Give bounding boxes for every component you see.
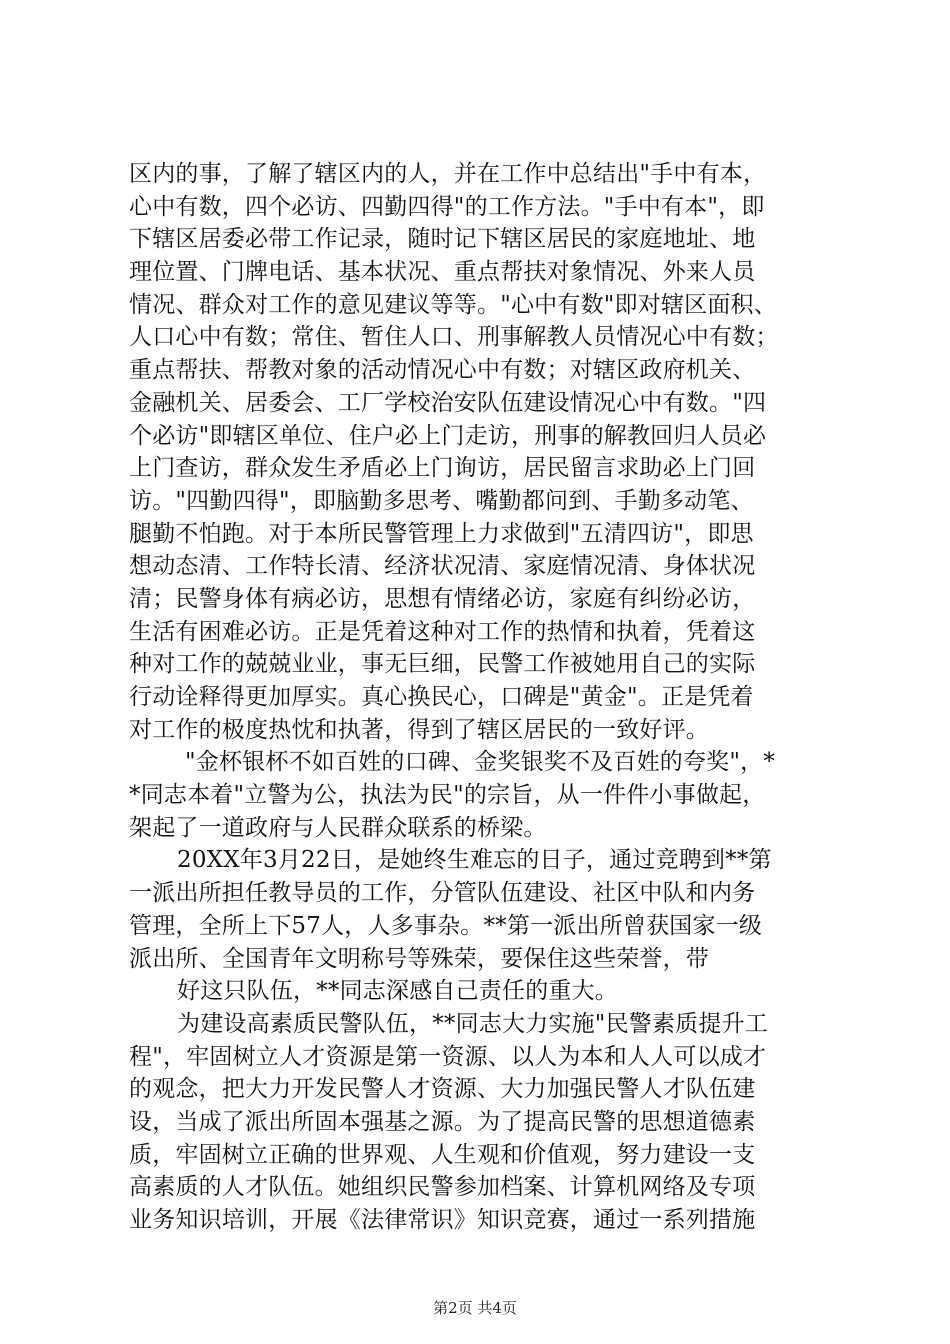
text-line: 一派出所担任教导员的工作，分管队伍建设、社区中队和内务 [129,880,756,907]
text-line: 下辖区居委必带工作记录，随时记下辖区居民的家庭地址、地 [129,226,756,253]
text-line: 上门查访，群众发生矛盾必上门询访，居民留言求助必上门回 [129,455,756,482]
text-line: 20XX年3月22日，是她终生难忘的日子，通过竞聘到**第 [177,847,772,874]
text-line: 访。"四勤四得"，即脑勤多思考、嘴勤都问到、手勤多动笔、 [129,487,754,514]
text-line: 人口心中有数；常住、暂住人口、刑事解教人员情况心中有数； [129,324,779,351]
text-line: 腿勤不怕跑。对于本所民警管理上力求做到"五清四访"，即思 [129,520,754,547]
text-line: 业务知识培训，开展《法律常识》知识竞赛，通过一系列措施 [129,1207,756,1233]
text-line: 派出所、全国青年文明称号等殊荣，要保住这些荣誉，带 [129,945,709,972]
text-line: 的观念，把大力开发民警人才资源、大力加强民警人才队伍建 [129,1076,756,1103]
text-line: 好这只队伍，**同志深感自己责任的重大。 [177,978,618,1005]
text-line: 程"，牢固树立人才资源是第一资源、以人为本和人人可以成才 [129,1043,767,1070]
text-line: 重点帮扶、帮教对象的活动情况心中有数；对辖区政府机关、 [129,357,756,384]
text-line: 设，当成了派出所固本强基之源。为了提高民警的思想道德素 [129,1108,756,1135]
text-line: 金融机关、居委会、工厂学校治安队伍建设情况心中有数。"四 [129,389,767,416]
page-footer: 第2页 共4页 [433,1299,517,1317]
text-line: 区内的事，了解了辖区内的人，并在工作中总结出"手中有本， [129,161,767,187]
text-line: 为建设高素质民警队伍，**同志大力实施"民警素质提升工 [177,1010,768,1037]
text-line: 理位置、门牌电话、基本状况、重点帮扶对象情况、外来人员 [129,259,756,286]
text-line: 生活有困难必访。正是凭着这种对工作的热情和执着，凭着这 [129,618,756,645]
text-line: 高素质的人才队伍。她组织民警参加档案、计算机网络及专项 [129,1174,756,1201]
text-line: 想动态清、工作特长清、经济状况清、家庭情况清、身体状况 [129,553,756,580]
text-line: 个必访"即辖区单位、住户必上门走访，刑事的解教回归人员必 [129,422,767,449]
text-line: 行动诠释得更加厚实。真心换民心，口碑是"黄金"。正是凭着 [129,684,754,710]
text-line: *同志本着"立警为公，执法为民"的宗旨，从一件件小事做起， [129,782,766,809]
text-line: 对工作的极度热忱和执著，得到了辖区居民的一致好评。 [129,716,709,743]
text-line: 清；民警身体有病必访，思想有情绪必访，家庭有纠纷必访， [129,585,756,612]
text-line: "金杯银杯不如百姓的口碑、金奖银奖不及百姓的夸奖"，* [185,749,776,776]
text-line: 架起了一道政府与人民群众联系的桥梁。 [129,814,547,841]
text-line: 情况、群众对工作的意见建议等等。"心中有数"即对辖区面积、 [129,291,777,318]
document-body [129,158,831,1237]
text-line: 种对工作的兢兢业业，事无巨细，民警工作被她用自己的实际 [129,651,756,678]
text-line: 管理，全所上下57人，人多事杂。**第一派出所曾获国家一级 [129,912,763,939]
text-line: 心中有数，四个必访、四勤四得"的工作方法。"手中有本"，即 [129,193,765,220]
text-line: 质，牢固树立正确的世界观、人生观和价值观，努力建设一支 [129,1141,756,1168]
